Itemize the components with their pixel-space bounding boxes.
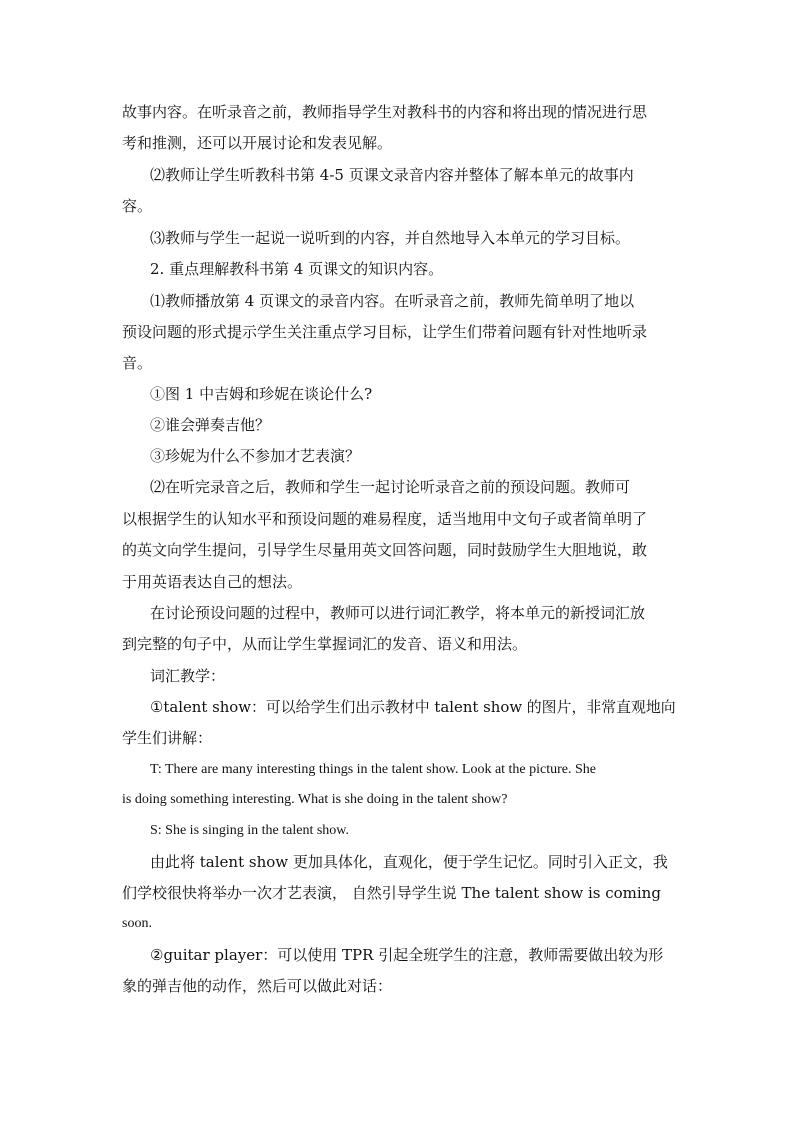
text-line: 由此将 talent show 更加具体化，直观化，便于学生记忆。同时引入正文，我 xyxy=(150,853,668,871)
text-line: soon. xyxy=(122,916,152,931)
text-line: 的英文向学生提问，引导学生尽量用英文回答问题，同时鼓励学生大胆地说，敢 xyxy=(122,541,648,559)
text-line: ⑴教师播放第 4 页课文的录音内容。在听录音之前，教师先简单明了地以 xyxy=(150,292,635,310)
text-line: 学生们讲解： xyxy=(122,729,213,747)
text-line: 在讨论预设问题的过程中，教师可以进行词汇教学，将本单元的新授词汇放 xyxy=(150,604,646,622)
text-line: ①图 1 中吉姆和珍妮在谈论什么? xyxy=(150,385,373,403)
text-line: ⑵在听完录音之后，教师和学生一起讨论听录音之前的预设问题。教师可 xyxy=(150,478,631,496)
text-line: 容。 xyxy=(122,197,153,215)
text-line: ⑵教师让学生听教科书第 4-5 页课文录音内容并整体了解本单元的故事内 xyxy=(150,166,634,184)
dialogue-line: is doing something interesting. What is she doing in the talent show? xyxy=(122,792,508,807)
text-line: ③珍妮为什么不参加才艺表演？ xyxy=(150,447,361,465)
text-line: 考和推测，还可以开展讨论和发表见解。 xyxy=(122,134,393,152)
text-line: 以根据学生的认知水平和预设问题的难易程度，适当地用中文句子或者简单明了 xyxy=(122,510,648,528)
text-line: ②guitar player：可以使用 TPR 引起全班学生的注意，教师需要做出较为形 xyxy=(150,946,664,964)
text-line: ⑶教师与学生一起说一说听到的内容，并自然地导入本单元的学习目标。 xyxy=(150,229,631,247)
text-line: 们学校很快将举办一次才艺表演， 自然引导学生说 The talent show is coming xyxy=(122,884,661,902)
dialogue-line: S: She is singing in the talent show. xyxy=(150,823,349,838)
text-line: 预设问题的形式提示学生关注重点学习目标，让学生们带着问题有针对性地听录 xyxy=(122,323,648,341)
text-line: 词汇教学： xyxy=(150,667,226,685)
text-line: ①talent show：可以给学生们出示教材中 talent show 的图片，非常直观地向 xyxy=(150,698,676,716)
text-line: 于用英语表达自己的想法。 xyxy=(122,573,303,591)
text-line: 故事内容。在听录音之前，教师指导学生对教科书的内容和将出现的情况进行思 xyxy=(122,103,648,121)
text-line: 象的弹吉他的动作，然后可以做此对话： xyxy=(122,977,393,995)
dialogue-line: T: There are many interesting things in the talent show. Look at the picture. She xyxy=(150,762,597,777)
text-line: 到完整的句子中，从而让学生掌握词汇的发音、语义和用法。 xyxy=(122,635,528,653)
text-line: ②谁会弹奏吉他？ xyxy=(150,416,271,434)
text-line: 2. 重点理解教科书第 4 页课文的知识内容。 xyxy=(150,260,444,278)
text-line: 音。 xyxy=(122,354,153,372)
